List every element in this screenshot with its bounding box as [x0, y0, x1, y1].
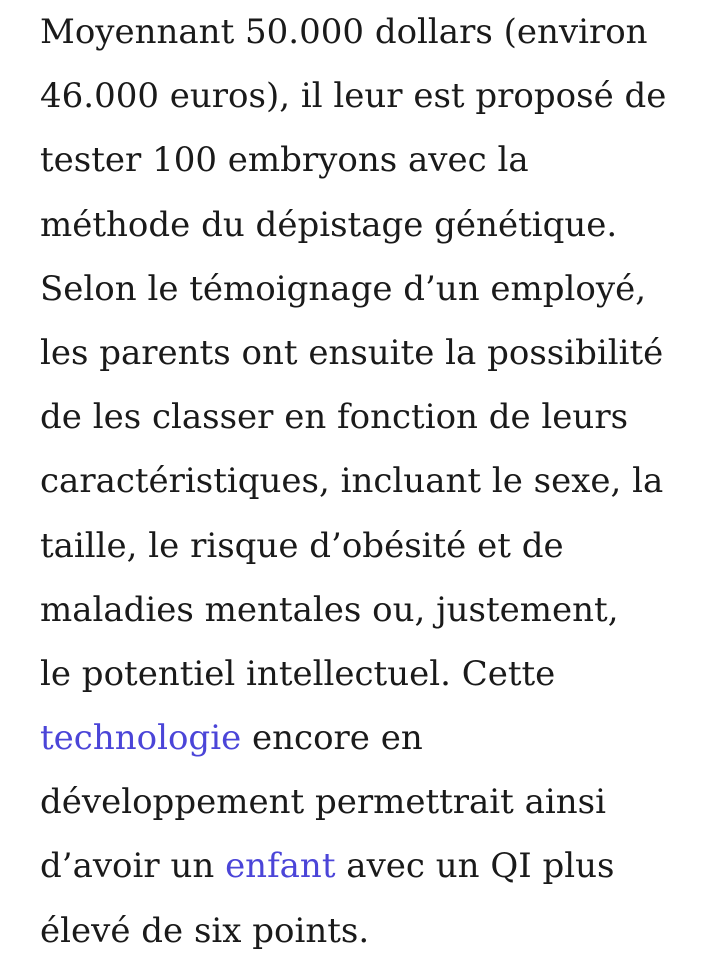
text-line: 46.000 euros), il leur est proposé de [40, 76, 667, 117]
text-segment: avec un QI plus [335, 846, 615, 887]
text-line: Moyennant 50.000 dollars (environ [40, 12, 648, 52]
text-line: méthode du dépistage génétique. [40, 204, 618, 245]
text-line [40, 706, 690, 770]
text-line: les parents ont ensuite la possibilité [40, 332, 664, 373]
text-line: le potentiel intellectuel. Cette [40, 653, 556, 694]
text-line: Selon le témoignage d’un employé, [40, 268, 647, 309]
text-line: de les classer en fonction de leurs [40, 397, 629, 438]
text-line: élevé de six points. [40, 910, 370, 951]
text-line: caractéristiques, incluant le sexe, la [40, 461, 664, 502]
text-line: développement permettrait ainsi [40, 782, 606, 823]
text-line: maladies mentales ou, justement, [40, 589, 619, 630]
text-segment: encore en [241, 718, 423, 759]
enfant-link[interactable]: enfant [225, 846, 336, 887]
text-line: taille, le risque d’obésité et de [40, 525, 564, 566]
text-segment: d’avoir un [40, 846, 226, 887]
technologie-link[interactable]: technologie [40, 718, 242, 759]
text-line [40, 834, 690, 898]
text-line: tester 100 embryons avec la [40, 140, 529, 181]
article-paragraph [40, 0, 690, 963]
